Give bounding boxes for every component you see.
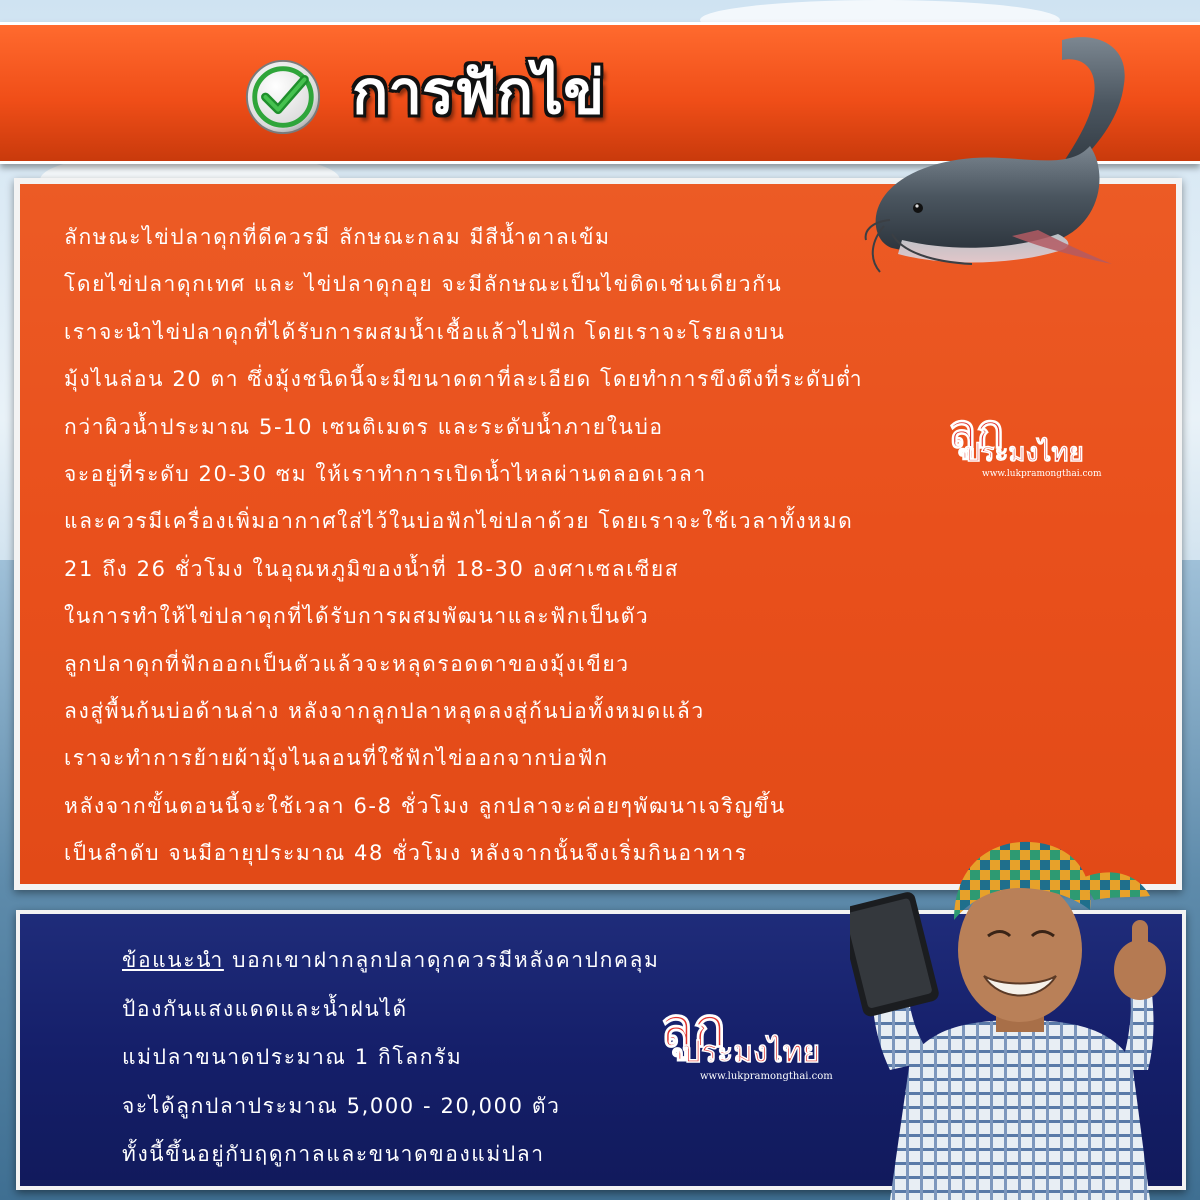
logo-text-sub: ประมงไทย (964, 438, 1084, 468)
watermark-logo (948, 404, 1102, 479)
content-line: หลังจากขั้นตอนนี้จะใช้เวลา 6-8 ชั่วโมง ลูกปลาจะค่อยๆพัฒนาเจริญขึ้น (64, 793, 786, 818)
content-line: ลงสู่พื้นก้นบ่อด้านล่าง หลังจากลูกปลาหลุดลงสู่ก้นบ่อทั้งหมดแล้ว (64, 698, 705, 723)
advice-lines (122, 936, 659, 1179)
logo-text-main: ลูก (660, 995, 726, 1059)
content-line: มุ้งไนล่อน 20 ตา ซึ่งมุ้งชนิดนี้จะมีขนาดตาที่ละเอียด โดยทำการขึงตึงที่ระดับต่ำ (64, 367, 864, 392)
advice-line: ทั้งนี้ขึ้นอยู่กับฤดูกาลและขนาดของแม่ปลา (122, 1142, 545, 1166)
content-line: 21 ถึง 26 ชั่วโมง ในอุณหภูมิของน้ำที่ 18-30 องศาเซลเซียส (64, 556, 680, 581)
advice-line (122, 936, 659, 985)
logo-url: www.lukpramongthai.com (700, 1071, 833, 1082)
advice-line: ป้องกันแสงแดดและน้ำฝนได้ (122, 996, 408, 1021)
content-line: ลูกปลาดุกที่ฟักออกเป็นตัวแล้วจะหลุดรอดตาของมุ้งเขียว (64, 651, 630, 676)
advice-line-text: บอกเขาฝากลูกปลาดุกควรมีหลังคาปกคลุม (223, 948, 660, 972)
content-line: เป็นลำดับ จนมีอายุประมาณ 48 ชั่วโมง หลังจากนั้นจึงเริ่มกินอาหาร (64, 841, 748, 866)
advice-line: แม่ปลาขนาดประมาณ 1 กิโลกรัม (122, 1045, 463, 1069)
content-line: โดยไข่ปลาดุกเทศ และ ไข่ปลาดุกอุย จะมีลักษณะเป็นไข่ติดเช่นเดียวกัน (64, 272, 783, 297)
content-lines (64, 214, 863, 877)
logo-text-main: ลูก (948, 404, 1005, 458)
content-line: ลักษณะไข่ปลาดุกที่ดีควรมี ลักษณะกลม มีสีน้ำตาลเข้ม (64, 225, 611, 249)
logo-url: www.lukpramongthai.com (982, 469, 1102, 479)
farmer-image (850, 770, 1190, 1200)
logo-text-sub: ประมงไทย (682, 1035, 821, 1070)
content-line: และควรมีเครื่องเพิ่มอากาศใส่ไว้ในบ่อฟักไข่ปลาด้วย โดยเราจะใช้เวลาทั้งหมด (64, 509, 854, 534)
content-line: เราจะนำไข่ปลาดุกที่ได้รับการผสมน้ำเชื้อแล้วไปฟัก โดยเราจะโรยลงบน (64, 319, 786, 344)
content-line: จะอยู่ที่ระดับ 20-30 ซม ให้เราทำการเปิดน้ำไหลผ่านตลอดเวลา (64, 461, 707, 486)
watermark-logo (660, 995, 833, 1082)
content-line: กว่าผิวน้ำประมาณ 5-10 เซนติเมตร และระดับน้ำภายในบ่อ (64, 414, 664, 439)
content-line: เราจะทำการย้ายผ้ามุ้งไนลอนที่ใช้ฟักไข่ออกจากบ่อฟัก (64, 746, 609, 771)
advice-label: ข้อแนะนำ (122, 948, 224, 972)
page-title: การฟักไข่ (352, 58, 605, 128)
advice-line: จะได้ลูกปลาประมาณ 5,000 - 20,000 ตัว (122, 1093, 561, 1118)
content-line: ในการทำให้ไข่ปลาดุกที่ได้รับการผสมพัฒนาและฟักเป็นตัว (64, 604, 650, 629)
catfish-image (862, 26, 1152, 286)
check-circle-icon (244, 58, 322, 136)
